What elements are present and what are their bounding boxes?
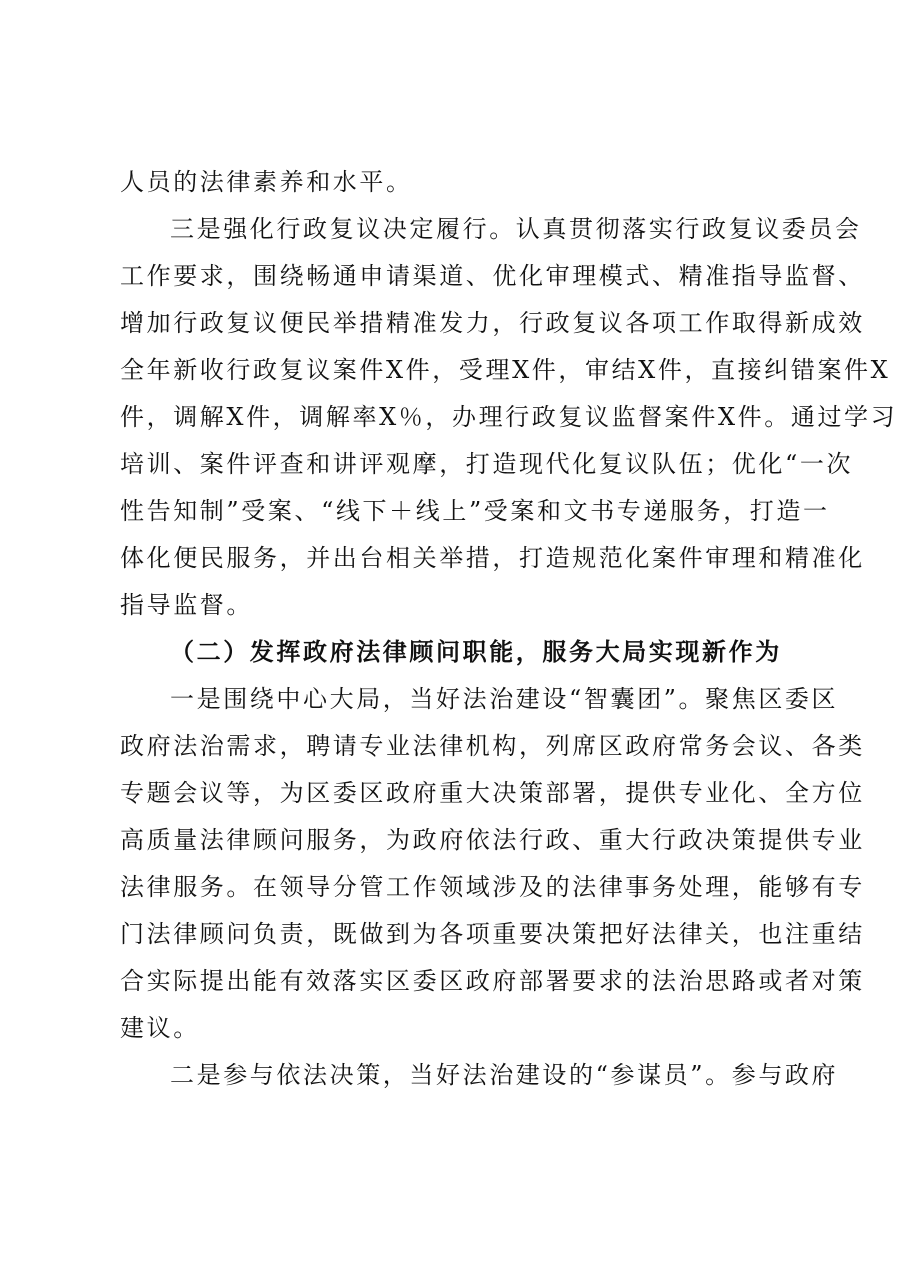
text-line-10: 指导监督。: [120, 591, 253, 619]
section-heading: （二）发挥政府法律顾问职能，服务大局实现新作为: [170, 637, 782, 666]
text-line-4: 增加行政复议便民举措精准发力，行政复议各项工作取得新成效: [120, 309, 865, 337]
text-line-17: 门法律顾问负责，既做到为各项重要决策把好法律关，也注重结: [120, 920, 865, 948]
text-line-7: 培训、案件评查和讲评观摩，打造现代化复议队伍；优化“一次: [120, 450, 854, 478]
text-line-20: 二是参与依法决策，当好法治建设的“参谋员”。参与政府: [170, 1061, 839, 1089]
text-line-8: 性告知制”受案、“线下＋线上”受案和文书专递服务，打造一: [120, 497, 830, 525]
text-line-15: 高质量法律顾问服务，为政府依法行政、重大行政决策提供专业: [120, 826, 865, 854]
text-line-1: 人员的法律素养和水平。: [120, 168, 413, 196]
text-line-14: 专题会议等，为区委区政府重大决策部署，提供专业化、全方位: [120, 779, 865, 807]
text-line-16: 法律服务。在领导分管工作领域涉及的法律事务处理，能够有专: [120, 873, 865, 901]
text-line-6: 件，调解X件，调解率X％，办理行政复议监督案件X件。通过学习: [120, 403, 898, 431]
text-line-19: 建议。: [120, 1014, 200, 1042]
text-line-2: 三是强化行政复议决定履行。认真贯彻落实行政复议委员会: [170, 215, 862, 243]
text-line-9: 体化便民服务，并出台相关举措，打造规范化案件审理和精准化: [120, 544, 865, 572]
text-line-13: 政府法治需求，聘请专业法律机构，列席区政府常务会议、各类: [120, 732, 865, 760]
text-line-12: 一是围绕中心大局，当好法治建设“智囊团”。聚焦区委区: [170, 685, 839, 713]
text-line-3: 工作要求，围绕畅通申请渠道、优化审理模式、精准指导监督、: [120, 262, 865, 290]
text-line-18: 合实际提出能有效落实区委区政府部署要求的法治思路或者对策: [120, 967, 865, 995]
text-line-5: 全年新收行政复议案件X件，受理X件，审结X件，直接纠错案件X: [120, 356, 891, 384]
